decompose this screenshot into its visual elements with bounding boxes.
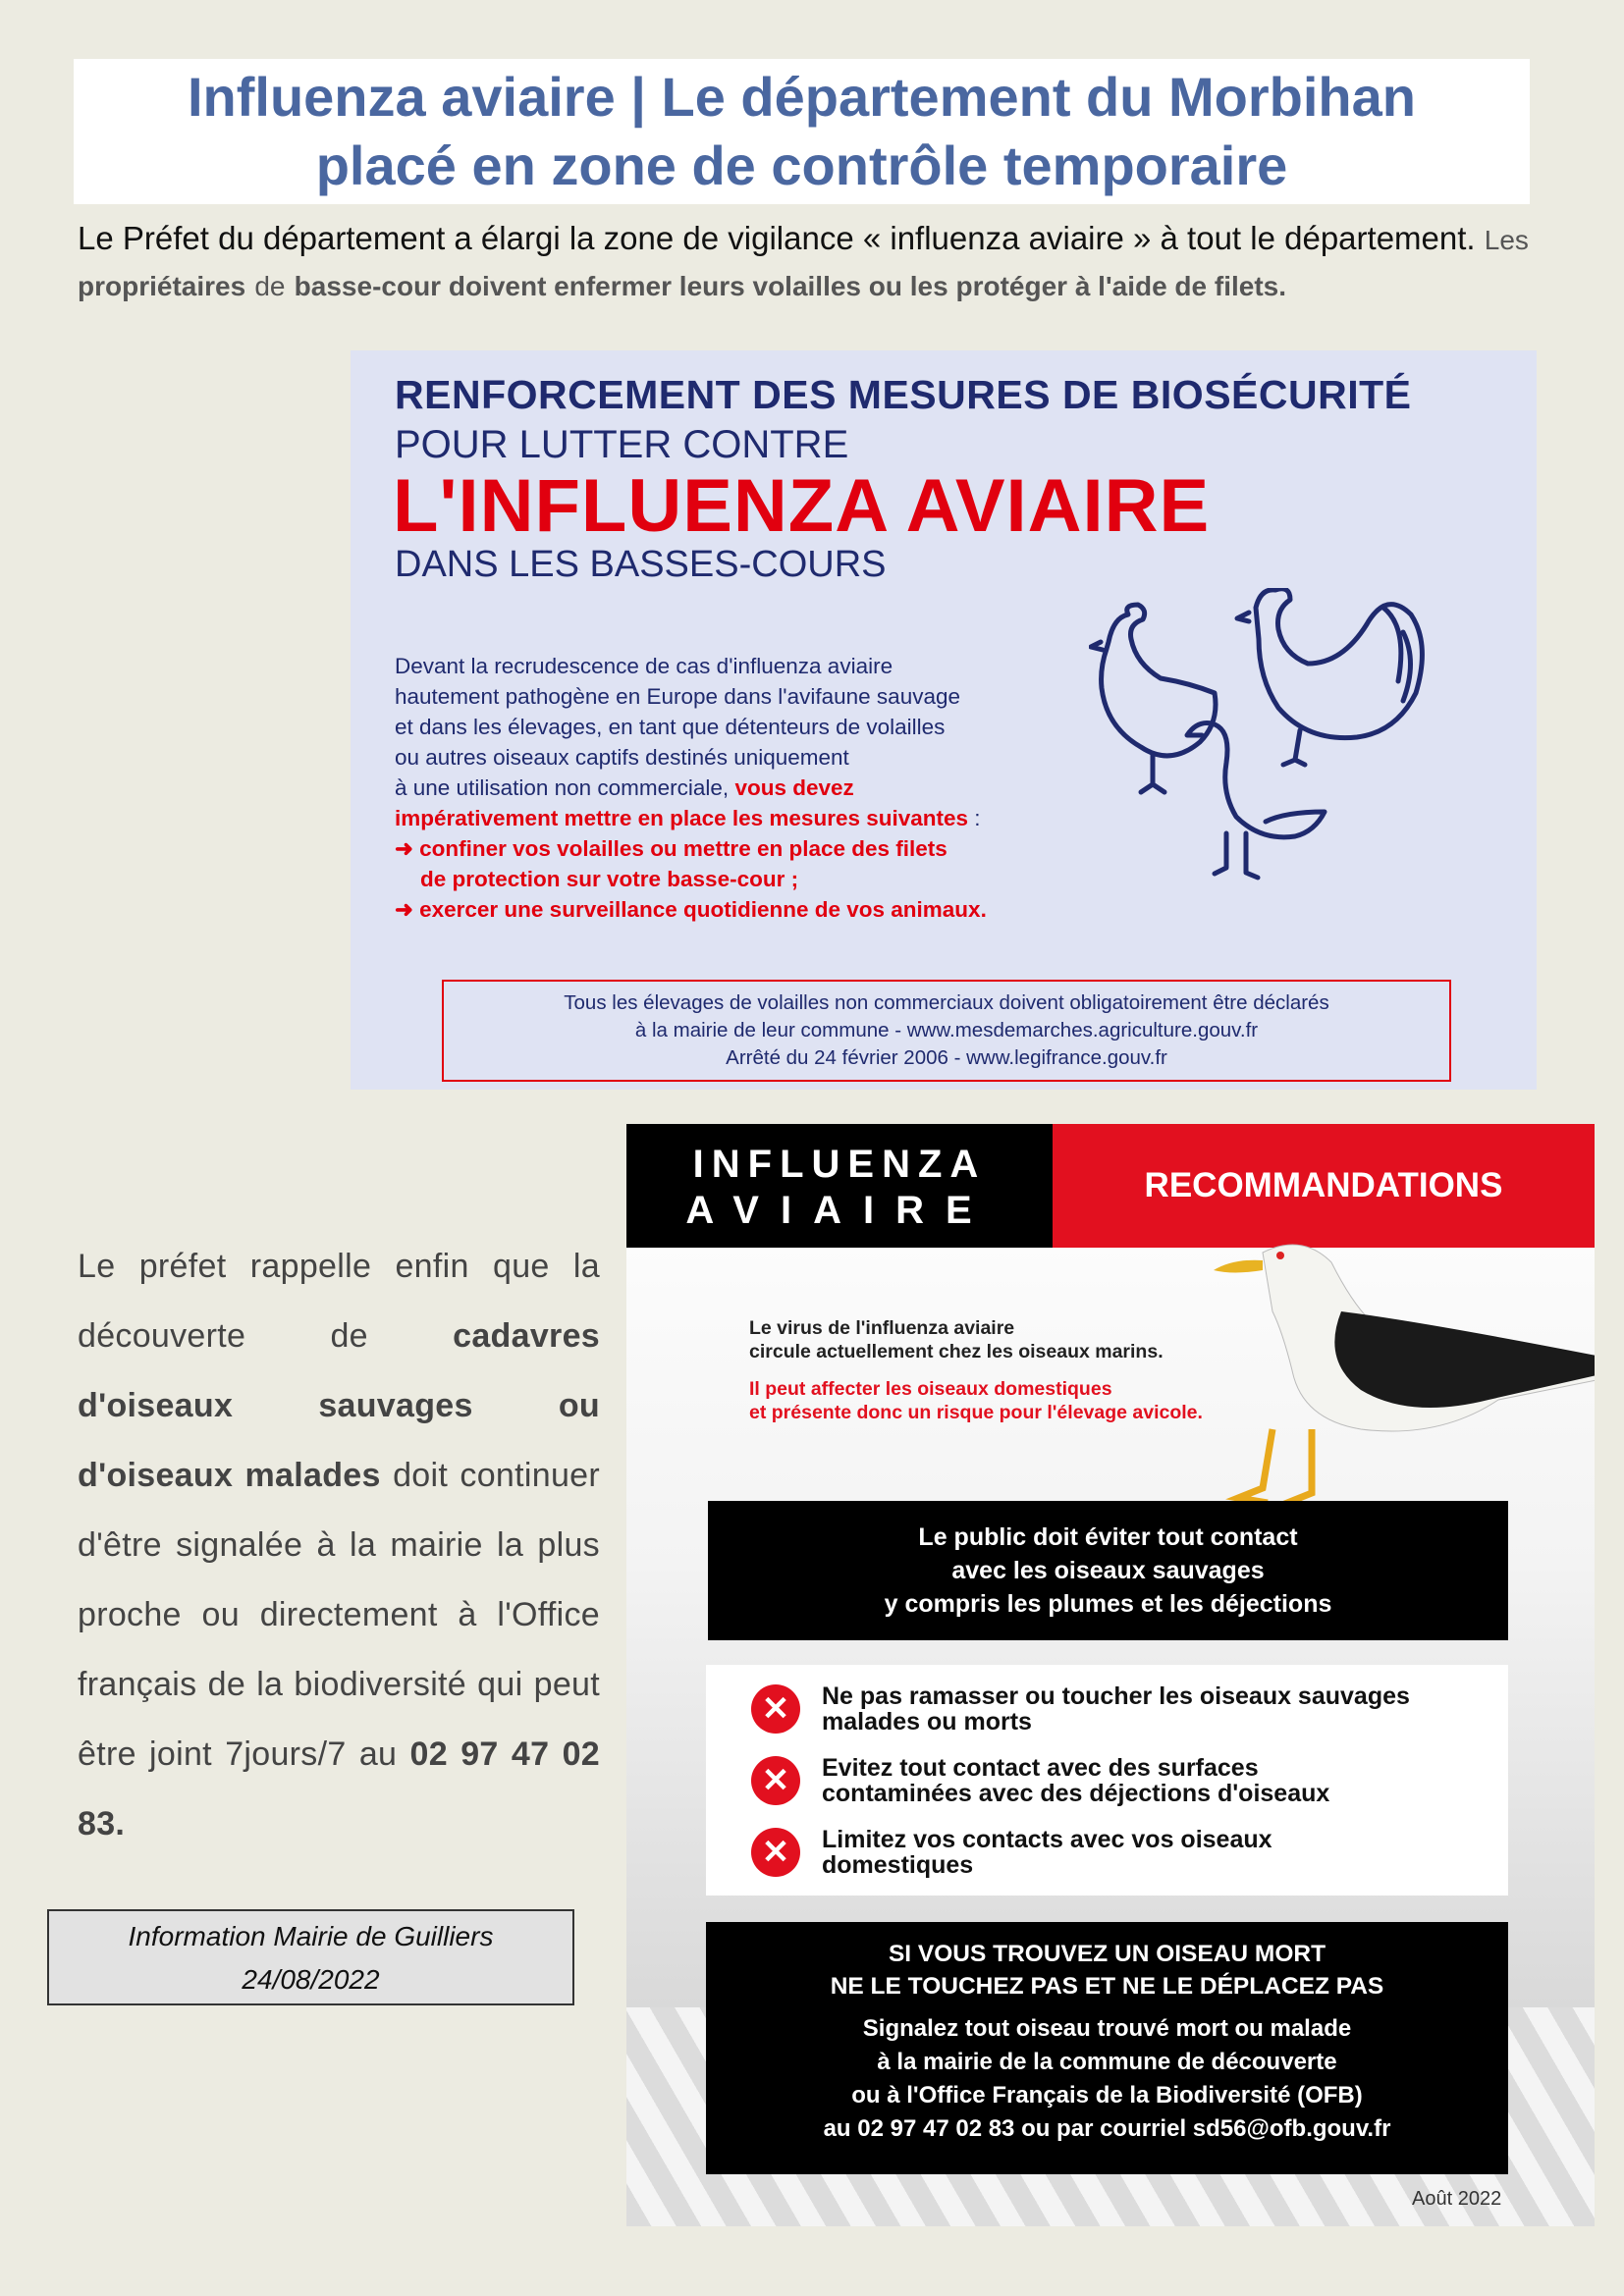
item-line: malades ou morts <box>822 1707 1032 1735</box>
body-line: à une utilisation non commerciale, <box>395 775 730 800</box>
prefect-reminder-paragraph <box>78 1232 600 1859</box>
title-line-2: placé en zone de contrôle temporaire <box>315 134 1288 196</box>
poster-header-left <box>626 1124 1053 1248</box>
cross-circle-icon: ✕ <box>751 1828 800 1877</box>
list-item <box>751 1755 1508 1806</box>
banner-line: ou à l'Office Français de la Biodiversité (OFB) <box>851 2082 1363 2109</box>
banner-line: avec les oiseaux sauvages <box>951 1557 1265 1584</box>
info-source: Information Mairie de Guilliers <box>128 1921 494 1951</box>
body-red: vous devez <box>734 775 854 800</box>
declaration-notice <box>442 980 1451 1082</box>
paragraph-text: Le préfet rappelle enfin que la découverte de <box>78 1248 600 1355</box>
poster-body <box>395 651 1082 925</box>
cross-circle-icon: ✕ <box>751 1756 800 1805</box>
intro-text: de <box>254 271 286 301</box>
info-box <box>47 1909 574 2005</box>
info-date: 24/08/2022 <box>242 1964 380 1995</box>
paragraph-text: doit continuer d'être signalée à la mairie la plus proche ou directement à l'Office français de la biodiversité qui peut être joint 7jours/7 au <box>78 1457 600 1773</box>
notice-link[interactable]: à la mairie de leur commune - www.mesdemarches.agriculture.gouv.fr <box>634 1019 1259 1041</box>
body-red: impérativement mettre en place les mesures suivantes <box>395 806 969 830</box>
banner-line: Le public doit éviter tout contact <box>918 1523 1298 1551</box>
poster-subheading: POUR LUTTER CONTRE <box>395 423 849 466</box>
biosecurity-poster <box>351 350 1537 1090</box>
virus-line: circule actuellement chez les oiseaux marins. <box>749 1341 1164 1362</box>
paragraph-bold: cadavres d'oiseaux sauvages ou d'oiseaux malades <box>78 1317 600 1494</box>
public-contact-banner <box>708 1501 1508 1640</box>
header-word: INFLUENZA <box>692 1143 987 1186</box>
banner-line: Signalez tout oiseau trouvé mort ou malade <box>862 2015 1352 2042</box>
cross-circle-icon: ✕ <box>751 1684 800 1734</box>
notice-line: Tous les élevages de volailles non commerciaux doivent obligatoirement être déclarés <box>564 991 1329 1014</box>
item-line: Ne pas ramasser ou toucher les oiseaux sauvages <box>822 1682 1410 1710</box>
intro-paragraph <box>78 216 1531 308</box>
banner-line: y compris les plumes et les déjections <box>884 1590 1332 1618</box>
poster-heading: RENFORCEMENT DES MESURES DE BIOSÉCURITÉ <box>395 372 1412 417</box>
virus-warning-line: et présente donc un risque pour l'élevage avicole. <box>749 1402 1203 1423</box>
banner-line: au 02 97 47 02 83 ou par courriel sd56@ofb.gouv.fr <box>823 2115 1391 2142</box>
intro-bold: propriétaires <box>78 271 246 301</box>
body-line: ou autres oiseaux captifs destinés uniquement <box>395 745 849 770</box>
poster-subheading: DANS LES BASSES-COURS <box>395 544 887 585</box>
poster-main-title: L'INFLUENZA AVIAIRE <box>393 464 1211 548</box>
intro-text: Le Préfet du département a élargi la zone de vigilance « influenza aviaire » à tout le département. <box>78 220 1476 256</box>
prohibition-list <box>706 1665 1508 1896</box>
recommendations-poster <box>626 1124 1595 2226</box>
poster-header-right: RECOMMANDATIONS <box>1053 1124 1595 1248</box>
poultry-illustration <box>1089 588 1482 887</box>
item-line: contaminées avec des déjections d'oiseaux <box>822 1779 1330 1807</box>
list-item <box>751 1683 1508 1735</box>
banner-heading: NE LE TOUCHEZ PAS ET NE LE DÉPLACEZ PAS <box>830 1973 1384 2000</box>
page-title <box>74 59 1530 204</box>
intro-bold: basse-cour doivent enfermer leurs volailles ou les protéger à l'aide de filets. <box>294 271 1287 301</box>
header-word: AVIAIRE <box>685 1189 994 1232</box>
notice-link[interactable]: Arrêté du 24 février 2006 - www.legifrance.gouv.fr <box>726 1046 1167 1069</box>
dead-bird-banner <box>706 1922 1508 2174</box>
item-line: Evitez tout contact avec des surfaces <box>822 1753 1259 1782</box>
intro-text: Les <box>1484 225 1529 255</box>
item-line: domestiques <box>822 1850 974 1879</box>
goose-icon <box>1187 723 1325 879</box>
measure-item: ➜ exercer une surveillance quotidienne de vos animaux. <box>395 897 987 922</box>
measure-item: de protection sur votre basse-cour ; <box>420 867 799 891</box>
hen-icon <box>1091 605 1216 792</box>
list-item <box>751 1827 1508 1878</box>
banner-heading: SI VOUS TROUVEZ UN OISEAU MORT <box>888 1941 1326 1967</box>
banner-line: à la mairie de la commune de découverte <box>877 2049 1337 2075</box>
body-line: et dans les élevages, en tant que détenteurs de volailles <box>395 715 946 739</box>
measure-item: ➜ confiner vos volailles ou mettre en place des filets <box>395 836 947 861</box>
body-line: Devant la recrudescence de cas d'influenza aviaire <box>395 654 893 678</box>
rooster-icon <box>1237 589 1422 765</box>
title-line-1: Influenza aviaire | Le département du Morbihan <box>187 66 1416 128</box>
body-colon: : <box>968 806 981 830</box>
body-line: hautement pathogène en Europe dans l'avifaune sauvage <box>395 684 960 709</box>
virus-warning-line: Il peut affecter les oiseaux domestiques <box>749 1378 1112 1400</box>
virus-line: Le virus de l'influenza aviaire <box>749 1317 1015 1339</box>
poster-date: Août 2022 <box>1412 2188 1502 2210</box>
item-line: Limitez vos contacts avec vos oiseaux <box>822 1825 1272 1853</box>
virus-info <box>749 1316 1203 1424</box>
phone-number: 02 97 47 02 83. <box>78 1735 601 1842</box>
seagull-illustration <box>1214 1233 1595 1513</box>
